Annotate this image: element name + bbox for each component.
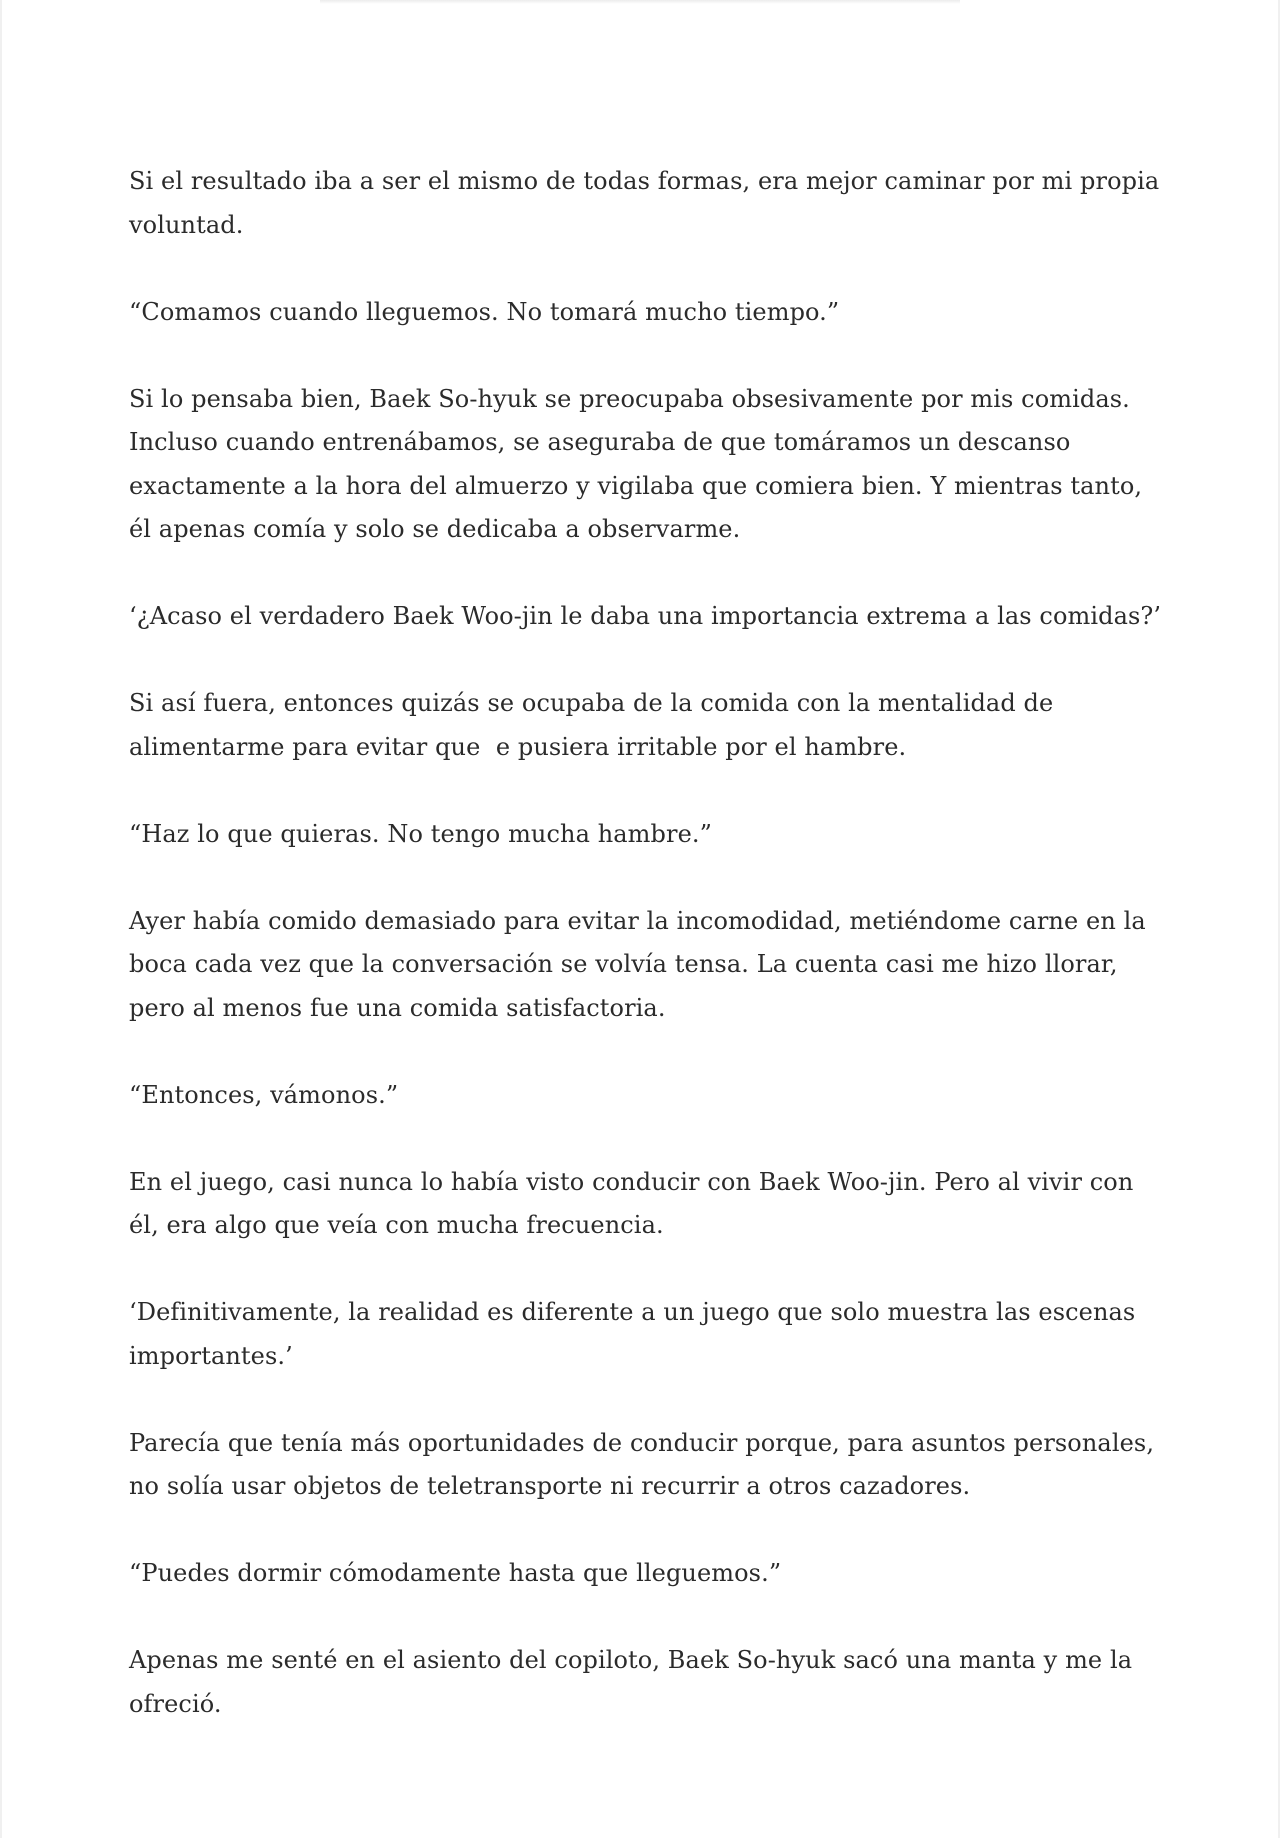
paragraph-7: Ayer había comido demasiado para evitar la incomodidad, metiéndome carne en la boca cada vez que la conversación se volvía tensa. La cuenta casi me hizo llorar, pero al menos fue una comida satisfactoria. xyxy=(129,906,1154,1022)
paragraph-12: “Puedes dormir cómodamente hasta que lleguemos.” xyxy=(129,1559,782,1587)
paragraph-2: “Comamos cuando lleguemos. No tomará mucho tiempo.” xyxy=(129,297,840,326)
paragraph-11: Parecía que tenía más oportunidades de conducir porque, para asuntos personales, no solía usar objetos de teletransporte ni recurrir a otros cazadores. xyxy=(129,1428,1162,1500)
paragraph-4: ‘¿Acaso el verdadero Baek Woo-jin le daba una importancia extrema a las comidas?’ xyxy=(129,602,1162,630)
page-edge-left xyxy=(0,0,2,1838)
top-fade-bar xyxy=(320,0,960,4)
paragraph-1: Si el resultado iba a ser el mismo de todas formas, era mejor caminar por mi propia voluntad. xyxy=(129,167,1168,239)
paragraph-5: Si así fuera, entonces quizás se ocupaba de la comida con la mentalidad de alimentarme para evitar que e pusiera irritable por el hambre. xyxy=(129,689,1062,761)
paragraph-6: “Haz lo que quieras. No tengo mucha hambre.” xyxy=(129,819,712,848)
paragraph-8: “Entonces, vámonos.” xyxy=(129,1080,399,1109)
paragraph-9: En el juego, casi nunca lo había visto conducir con Baek Woo-jin. Pero al vivir con él, era algo que veía con mucha frecuencia. xyxy=(129,1167,1142,1239)
paragraph-10: ‘Definitivamente, la realidad es diferente a un juego que solo muestra las escenas importantes.’ xyxy=(129,1298,1144,1370)
paragraph-3: Si lo pensaba bien, Baek So-hyuk se preocupaba obsesivamente por mis comidas. Incluso cuando entrenábamos, se aseguraba de que tomáramos un descanso exactamente a la hora del almuerzo y vigilaba que comiera bien. Y mientras tanto, él apenas comía y solo se dedicaba a observarme. xyxy=(129,384,1150,543)
document-body xyxy=(129,160,1169,1770)
paragraph-13: Apenas me senté en el asiento del copiloto, Baek So-hyuk sacó una manta y me la ofreció. xyxy=(129,1646,1140,1718)
